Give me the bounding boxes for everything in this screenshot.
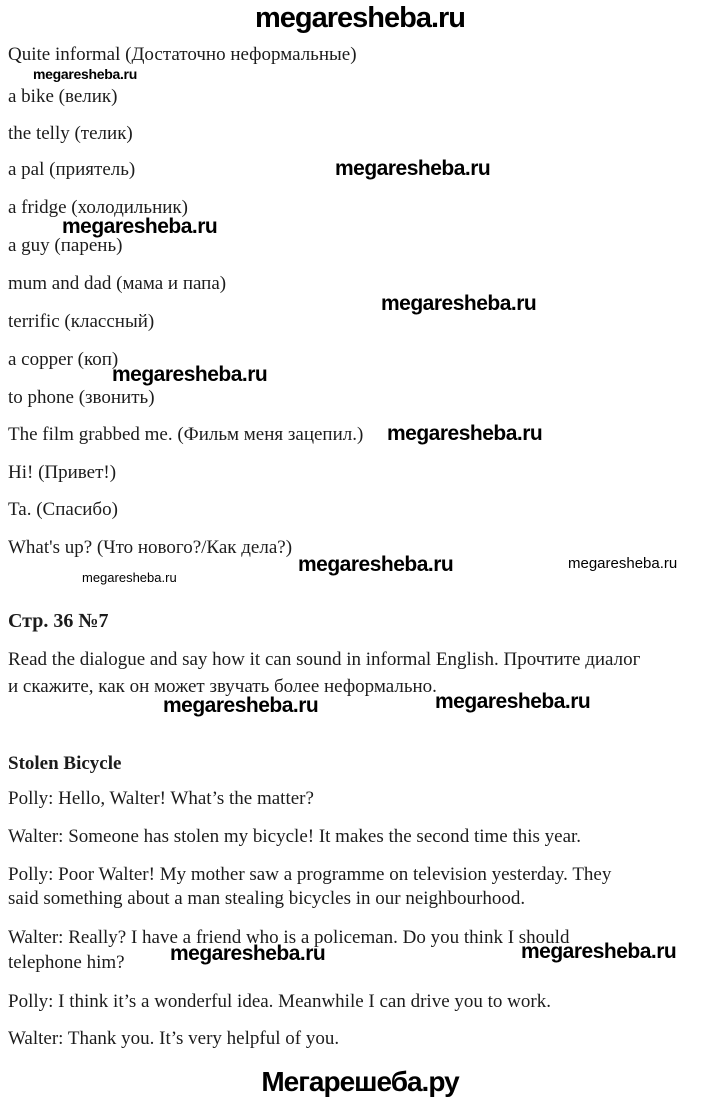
- watermark: megaresheba.ru: [387, 422, 543, 445]
- watermark: megaresheba.ru: [435, 690, 591, 713]
- informal-item: a copper (коп): [8, 349, 119, 370]
- dialogue-turn: Walter: Thank you. It’s very helpful of you.: [8, 1028, 340, 1049]
- dialogue-turn: Polly: I think it’s a wonderful idea. Meanwhile I can drive you to work.: [8, 991, 551, 1012]
- informal-item: Ta. (Спасибо): [8, 499, 118, 520]
- dialogue-turn-line: said something about a man stealing bicycles in our neighbourhood.: [8, 888, 526, 909]
- informal-item: a guy (парень): [8, 235, 123, 256]
- informal-item: Hi! (Привет!): [8, 462, 117, 483]
- dialogue-turn-line: Walter: Really? I have a friend who is a policeman. Do you think I should: [8, 927, 570, 948]
- watermark: megaresheba.ru: [170, 942, 326, 965]
- watermark: megaresheba.ru: [298, 553, 454, 576]
- informal-item: What's up? (Что нового?/Как дела?): [8, 537, 293, 558]
- watermark: megaresheba.ru: [568, 555, 678, 572]
- informal-item: a fridge (холодильник): [8, 197, 188, 218]
- informal-item: to phone (звонить): [8, 387, 155, 408]
- watermark: megaresheba.ru: [335, 157, 491, 180]
- watermark: megaresheba.ru: [521, 940, 677, 963]
- informal-item: a pal (приятель): [8, 159, 136, 180]
- exercise-heading: Стр. 36 №7: [8, 610, 109, 632]
- informal-item: a bike (велик): [8, 86, 118, 107]
- informal-list-title: Quite informal (Достаточно неформальные): [8, 44, 357, 65]
- task-text-line: Read the dialogue and say how it can sound in informal English. Прочтите диалог: [8, 649, 641, 670]
- dialogue-turn-line: telephone him?: [8, 952, 125, 973]
- watermark: megaresheba.ru: [112, 363, 268, 386]
- dialogue-title: Stolen Bicycle: [8, 753, 122, 774]
- site-footer: Мегарешеба.ру: [261, 1066, 459, 1097]
- site-header: megaresheba.ru: [254, 2, 466, 34]
- watermark: megaresheba.ru: [62, 215, 218, 238]
- watermark: megaresheba.ru: [163, 694, 319, 717]
- informal-item: mum and dad (мама и папа): [8, 273, 227, 294]
- dialogue-turn: [8, 863, 611, 911]
- watermark: megaresheba.ru: [381, 292, 537, 315]
- watermark: megaresheba.ru: [33, 66, 137, 82]
- informal-item: the telly (телик): [8, 123, 133, 144]
- dialogue-turn: Walter: Someone has stolen my bicycle! It makes the second time this year.: [8, 826, 582, 847]
- task-text-line: и скажите, как он может звучать более неформально.: [8, 676, 437, 697]
- informal-item: The film grabbed me. (Фильм меня зацепил.): [8, 424, 364, 445]
- watermark: megaresheba.ru: [82, 570, 177, 585]
- informal-item: terrific (классный): [8, 311, 155, 332]
- dialogue-turn: Polly: Hello, Walter! What’s the matter?: [8, 788, 314, 809]
- dialogue-turn-line: Polly: Poor Walter! My mother saw a programme on television yesterday. They: [8, 864, 612, 885]
